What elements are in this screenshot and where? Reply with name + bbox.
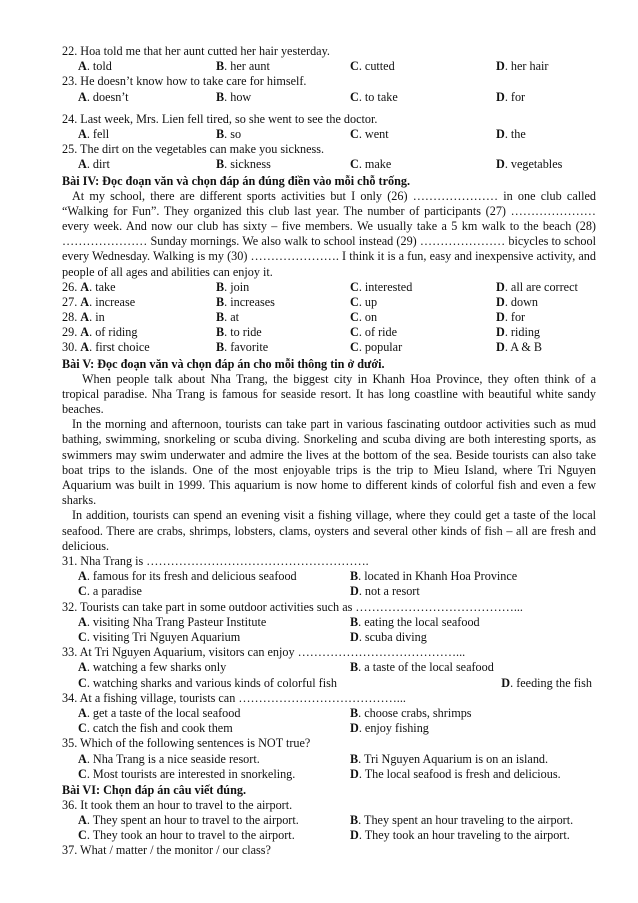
option-a: A. dirt	[78, 157, 110, 172]
option-d: D. feeding the fish	[501, 675, 592, 690]
question-22-options	[62, 59, 596, 74]
option-b: B. join	[216, 279, 250, 294]
question-24: 24. Last week, Mrs. Lien fell tired, so she went to see the doctor.	[62, 111, 378, 126]
option-b: B. sickness	[216, 157, 271, 172]
option-d: D. her hair	[496, 59, 549, 74]
question-33-options-cd	[62, 676, 596, 691]
option-b: B. They spent an hour traveling to the airport.	[350, 813, 574, 828]
option-d: D. riding	[496, 325, 541, 340]
option-b: B. to ride	[216, 325, 262, 340]
option-c: C. They took an hour to travel to the airport.	[78, 828, 295, 843]
option-c: C. up	[350, 294, 378, 309]
option-a: A. They spent an hour to travel to the airport.	[78, 813, 299, 828]
question-number: 30. A. first choice	[62, 340, 150, 355]
question-30-options	[62, 340, 596, 355]
option-c: C. cutted	[350, 59, 395, 74]
option-a: A. told	[78, 59, 112, 74]
option-c: C. on	[350, 310, 378, 325]
question-22: 22. Hoa told me that her aunt cutted her hair yesterday.	[62, 44, 330, 58]
option-b: B. Tri Nguyen Aquarium is on an island.	[350, 751, 549, 766]
question-number: 27. A. increase	[62, 294, 136, 309]
question-31-options-cd	[62, 584, 596, 599]
option-b: B. at	[216, 310, 240, 325]
option-c: C. Most tourists are interested in snorkeling.	[78, 766, 296, 781]
option-c: C. to take	[350, 89, 398, 104]
question-34-options-ab	[62, 706, 596, 721]
option-b: B. a taste of the local seafood	[350, 660, 494, 675]
option-c: C. watching sharks and various kinds of colorful fish	[78, 675, 337, 690]
question-27-options	[62, 295, 596, 310]
option-b: B. choose crabs, shrimps	[350, 705, 472, 720]
option-d: D. for	[496, 89, 526, 104]
question-33: 33. At Tri Nguyen Aquarium, visitors can enjoy …………………………………...	[62, 645, 466, 660]
option-d: D. enjoy fishing	[350, 721, 429, 736]
question-31: 31. Nha Trang is ……………………………………………….	[62, 554, 369, 569]
option-d: D. They took an hour traveling to the airport.	[350, 828, 570, 843]
question-24-options	[62, 127, 596, 142]
option-a: A. watching a few sharks only	[78, 660, 227, 675]
question-36-options-ab	[62, 813, 596, 828]
option-d: D. all are correct	[496, 279, 578, 294]
option-d: D. not a resort	[350, 584, 420, 599]
question-number: 26. A. take	[62, 279, 116, 294]
option-c: C. catch the fish and cook them	[78, 721, 233, 736]
question-32-options-ab	[62, 615, 596, 630]
question-25-options	[62, 157, 596, 172]
option-b: B. her aunt	[216, 59, 270, 74]
question-number: 29. A. of riding	[62, 325, 138, 340]
option-d: D. The local seafood is fresh and delicious.	[350, 766, 561, 781]
option-d: D. the	[496, 126, 526, 141]
option-a: A. famous for its fresh and delicious seafood	[78, 569, 297, 584]
section-4-passage: At my school, there are different sports activities but I only (26) ………………… in one club called “Walking for Fun”. They organized this club last year. The number of participants (27) ………………… every week. And now our club has sixty – five members. We usually take a 5 km walk to the beach (28) ………………… Sunday mornings. We also walk to school instead (29) ………………… bicycles to school every Wednesday. Walking is my (30) …………………. I think it is a fun, easy and inexpensive activity, and people of all ages and abilities can enjoy it.	[62, 188, 596, 279]
question-36: 36. It took them an hour to travel to the airport.	[62, 797, 293, 812]
question-35: 35. Which of the following sentences is NOT true?	[62, 736, 311, 751]
option-d: D. scuba diving	[350, 630, 427, 645]
option-c: C. of ride	[350, 325, 398, 340]
question-23: 23. He doesn’t know how to take care for himself.	[62, 74, 307, 89]
question-23-options	[62, 90, 596, 105]
question-34-options-cd	[62, 721, 596, 736]
option-b: B. increases	[216, 294, 275, 309]
option-c: C. went	[350, 126, 389, 141]
question-29-options	[62, 325, 596, 340]
question-32: 32. Tourists can take part in some outdoor activities such as …………………………………...	[62, 599, 523, 614]
section-4-heading: Bài IV: Đọc đoạn văn và chọn đáp án đúng điền vào mỗi chỗ trống.	[62, 173, 410, 188]
question-28-options	[62, 310, 596, 325]
option-a: A. get a taste of the local seafood	[78, 705, 241, 720]
section-5-paragraph-3: In addition, tourists can spend an evening visit a fishing village, where they could get a taste of the local seafood. There are crabs, shrimps, lobsters, clams, oysters and several other kinds of fish – all are fresh and delicious.	[62, 508, 596, 553]
option-d: D. for	[496, 310, 526, 325]
option-c: C. a paradise	[78, 584, 142, 599]
option-d: D. down	[496, 294, 538, 309]
option-c: C. make	[350, 157, 392, 172]
question-36-options-cd	[62, 828, 596, 843]
question-26-options	[62, 280, 596, 295]
section-6-heading: Bài VI: Chọn đáp án câu viết đúng.	[62, 782, 246, 797]
question-31-options-ab	[62, 569, 596, 584]
option-a: A. Nha Trang is a nice seaside resort.	[78, 751, 260, 766]
question-number: 28. A. in	[62, 310, 105, 325]
option-b: B. located in Khanh Hoa Province	[350, 569, 518, 584]
section-5-paragraph-1: When people talk about Nha Trang, the biggest city in Khanh Hoa Province, they often think of a tropical paradise. Nha Trang is famous for seaside resort. It has long coastline with beautiful white sandy beaches.	[62, 371, 596, 417]
option-b: B. eating the local seafood	[350, 614, 480, 629]
option-a: A. doesn’t	[78, 89, 129, 104]
question-25: 25. The dirt on the vegetables can make you sickness.	[62, 142, 325, 157]
question-37: 37. What / matter / the monitor / our class?	[62, 843, 271, 858]
question-35-options-cd	[62, 767, 596, 782]
worksheet-page	[62, 44, 596, 859]
option-c: C. visiting Tri Nguyen Aquarium	[78, 630, 241, 645]
option-c: C. popular	[350, 340, 403, 355]
option-b: B. favorite	[216, 340, 269, 355]
option-d: D. vegetables	[496, 157, 563, 172]
section-5-heading: Bài V: Đọc đoạn văn và chọn đáp án cho mỗi thông tin ở dưới.	[62, 356, 385, 371]
option-d: D. A & B	[496, 340, 543, 355]
question-32-options-cd	[62, 630, 596, 645]
question-34: 34. At a fishing village, tourists can …………………………………...	[62, 690, 406, 705]
option-a: A. fell	[78, 126, 110, 141]
question-35-options-ab	[62, 752, 596, 767]
option-b: B. how	[216, 89, 252, 104]
option-a: A. visiting Nha Trang Pasteur Institute	[78, 614, 267, 629]
option-c: C. interested	[350, 279, 413, 294]
section-5-paragraph-2: In the morning and afternoon, tourists can take part in various fascinating outdoor activities such as mud bathing, swimming, snorkeling or scuba diving. Snorkeling and scuba diving are both interesting sports, as swimmers may swim underwater and admire the lives at the bottom of the sea. Beside tourists can also take boat trips to the islands. One of the most enjoyable trips is the trip to Mieu Island, where Tri Nguyen Aquarium was built in 1999. This aquarium is now home to different kinds of colorful fish and even a few sharks.	[62, 417, 596, 508]
option-b: B. so	[216, 126, 242, 141]
question-33-options-ab	[62, 660, 596, 675]
